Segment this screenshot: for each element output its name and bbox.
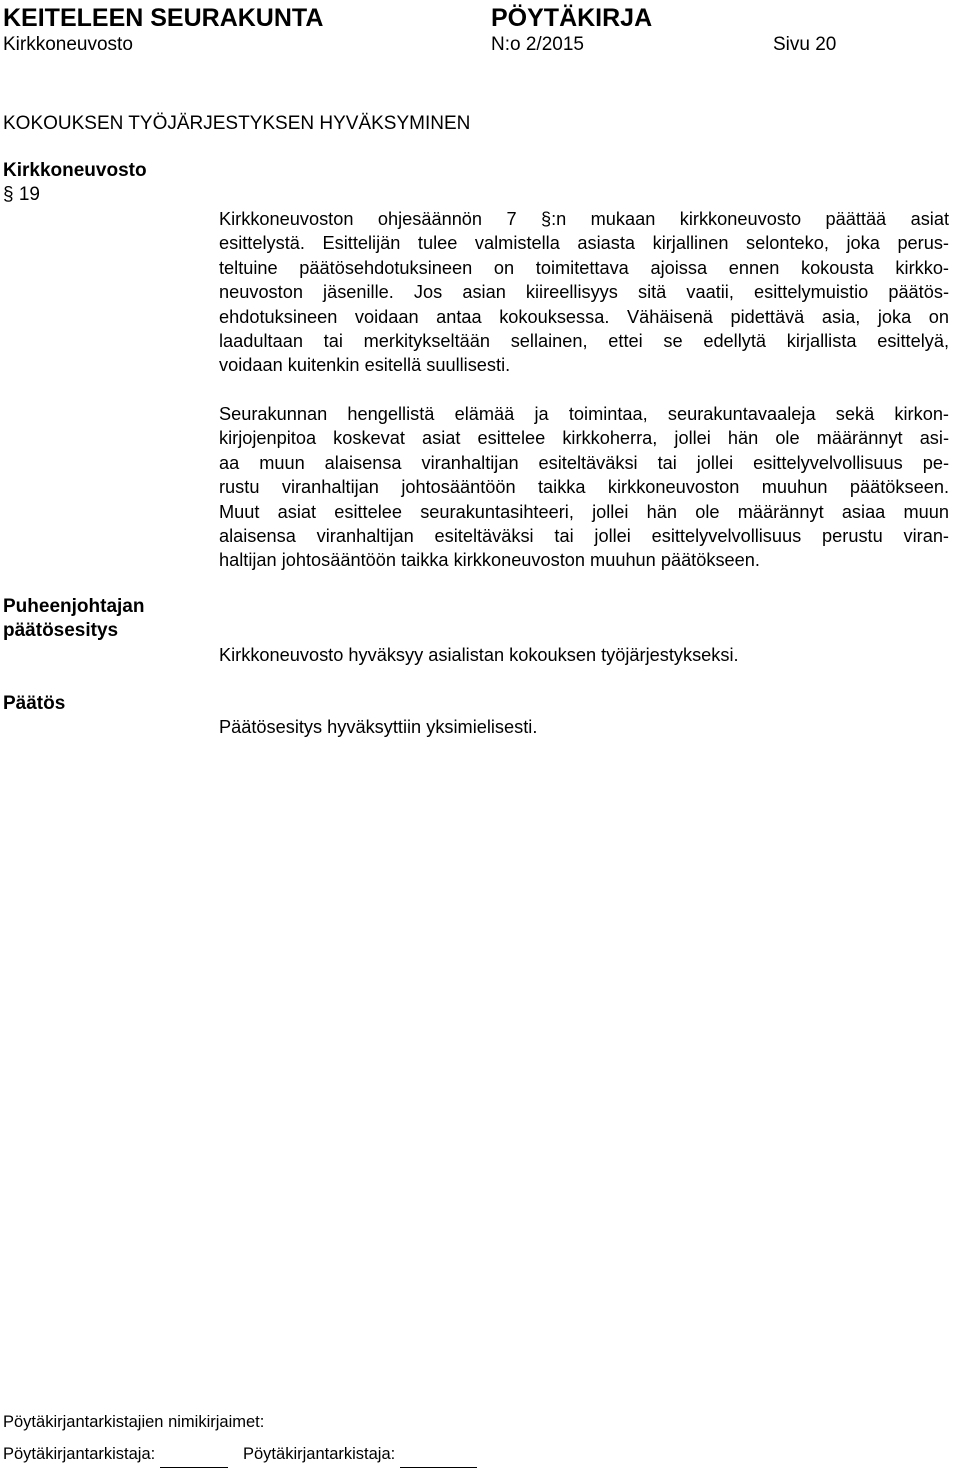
section-body-label: Kirkkoneuvosto — [3, 160, 147, 181]
paragraph-line: laadultaan tai merkitykseltään sellainen, ettei se edellytä kirjallista esittelyä, — [219, 331, 949, 352]
organization-name: KEITELEEN SEURAKUNTA — [3, 4, 324, 32]
paragraph-line: haltijan johtosääntöön taikka kirkkoneuvoston muuhun päätökseen. — [219, 550, 760, 571]
paragraph-presenters — [219, 402, 949, 573]
paragraph-line: Muut asiat esittelee seurakuntasihteeri, jollei hän ole määrännyt asiaa muun — [219, 501, 949, 522]
checker1-label: Pöytäkirjantarkistaja: — [3, 1445, 156, 1463]
document-type: PÖYTÄKIRJA — [491, 4, 653, 32]
paragraph-line: aa muun alaisensa viranhaltijan esiteltäväksi tai jollei esittelyvelvollisuus pe- — [219, 452, 949, 473]
decision-text: Päätösesitys hyväksyttiin yksimielisesti. — [219, 717, 538, 737]
decision-label: Päätös — [3, 693, 66, 714]
document-number: N:o 2/2015 — [491, 34, 584, 55]
paragraph-line: ehdotuksineen voidaan antaa kokouksessa. Vähäisenä pidettävä asia, joka on — [219, 306, 949, 327]
section-number: § 19 — [3, 184, 40, 205]
paragraph-line: voidaan kuitenkin esitellä suullisesti. — [219, 355, 511, 376]
page-number: Sivu 20 — [773, 34, 837, 55]
paragraph-line: Seurakunnan hengellistä elämää ja toimintaa, seurakuntavaaleja sekä kirkon- — [219, 404, 949, 424]
checker1-signature-line — [160, 1467, 228, 1468]
checker2-signature-line — [400, 1467, 477, 1468]
initials-label: Pöytäkirjantarkistajien nimikirjaimet: — [3, 1413, 265, 1431]
paragraph-line: esittelystä. Esittelijän tulee valmistella asiasta kirjallinen selonteko, joka perus- — [219, 233, 949, 254]
paragraph-line: neuvoston jäsenille. Jos asian kiireellisyys sitä vaatii, esittelymuistio päätös- — [219, 282, 949, 303]
paragraph-line: kirjojenpitoa koskevat asiat esittelee kirkkoherra, jollei hän ole määrännyt asi- — [219, 428, 949, 449]
body-name: Kirkkoneuvosto — [3, 34, 133, 55]
proposal-label-line1: Puheenjohtajan — [3, 596, 145, 617]
checker2-label: Pöytäkirjantarkistaja: — [243, 1445, 396, 1463]
proposal-label-line2: päätösesitys — [3, 620, 119, 641]
section-title: KOKOUKSEN TYÖJÄRJESTYKSEN HYVÄKSYMINEN — [3, 113, 471, 134]
paragraph-line: teltuine päätösehdotuksineen on toimitettava ajoissa ennen kokousta kirkko- — [219, 257, 949, 278]
paragraph-line: rustu viranhaltijan johtosääntöön taikka kirkkoneuvoston muuhun päätökseen. — [219, 477, 949, 498]
paragraph-rules — [219, 207, 949, 378]
proposal-text: Kirkkoneuvosto hyväksyy asialistan kokouksen työjärjestykseksi. — [219, 645, 739, 665]
paragraph-line: Kirkkoneuvoston ohjesäännön 7 §:n mukaan kirkkoneuvosto päättää asiat — [219, 209, 949, 229]
paragraph-line: alaisensa viranhaltijan esiteltäväksi tai jollei esittelyvelvollisuus perustu viran- — [219, 526, 949, 547]
